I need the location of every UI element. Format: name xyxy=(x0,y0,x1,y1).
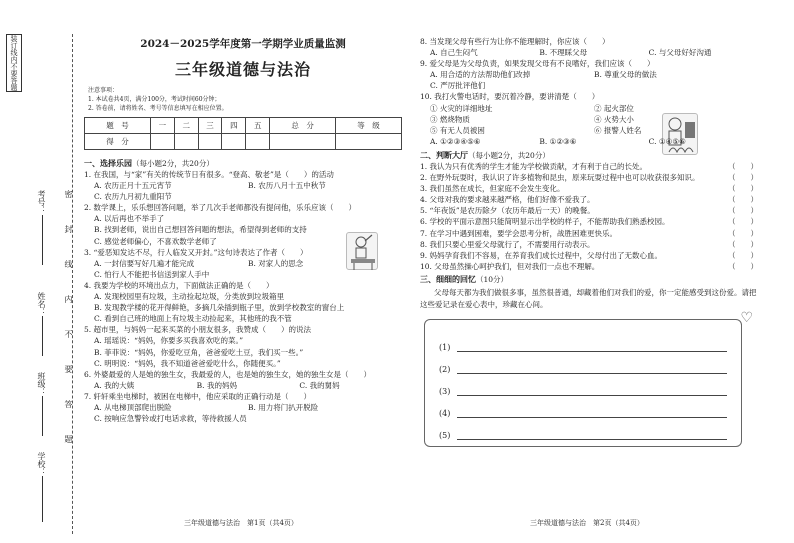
choice-questions-continued xyxy=(420,36,758,147)
judge-statement: 2. 在野外玩耍时，我认识了许多植物和昆虫，原来玩耍过程中也可以收获很多知识。 xyxy=(420,173,700,183)
score-cell: 题 号 xyxy=(85,118,151,134)
answer-option[interactable]: B. 不理睬父母 xyxy=(539,48,588,58)
label-name: 姓名： xyxy=(37,292,46,316)
love-record-line xyxy=(439,418,727,440)
answer-option[interactable]: C. 按响应急警铃或打电话求救，等待救援人员 xyxy=(94,414,247,424)
seal-mark: 要 xyxy=(64,365,73,373)
question-stem: 5. 超市里，与妈妈一起来买菜的小朋友很多，我赞成（ ）的说法 xyxy=(84,325,312,335)
option-row xyxy=(420,136,758,147)
score-cell: 二 xyxy=(174,118,198,134)
option-row xyxy=(84,180,402,191)
write-line[interactable] xyxy=(457,362,727,374)
question-stem: 3. “爱恶知发达不尽，行人临发又开封。”这句诗表达了作者（ ） xyxy=(84,247,308,257)
section-title-judge: 二、判断大厅（每小题2分，共20分） xyxy=(420,149,550,160)
judge-answer-blank[interactable]: （ ） xyxy=(728,161,758,171)
option-row xyxy=(84,358,402,369)
score-entry[interactable] xyxy=(246,134,270,150)
line-number: (3) xyxy=(439,386,451,396)
score-cell: 总 分 xyxy=(270,118,336,134)
judge-item xyxy=(420,228,758,239)
judge-answer-blank[interactable]: （ ） xyxy=(728,261,758,271)
section-title-memory: 三、细细的回忆（10分） xyxy=(420,273,509,284)
score-entry[interactable] xyxy=(222,134,246,150)
option-row xyxy=(84,313,402,324)
write-line[interactable] xyxy=(457,428,727,440)
judge-item xyxy=(420,250,758,261)
judge-questions xyxy=(420,161,758,272)
judge-answer-blank[interactable]: （ ） xyxy=(728,195,758,205)
option-row xyxy=(420,69,758,80)
answer-option[interactable]: B. 对家人的思念 xyxy=(248,258,304,268)
notice-label: 注意事项： xyxy=(88,87,119,94)
binding-dashed-line xyxy=(72,34,73,534)
love-record-line xyxy=(439,396,727,418)
judge-item xyxy=(420,261,758,272)
score-table xyxy=(84,117,402,150)
write-line[interactable] xyxy=(457,340,727,352)
judge-statement: 10. 父母虽然操心呵护我们，但对我们一点也不理解。 xyxy=(420,261,600,271)
judge-statement: 8. 我们只要心里爱父母就行了，不需要用行动表示。 xyxy=(420,239,595,249)
footer-page-2: 三年级道德与法治 第2页（共4页） xyxy=(530,519,644,527)
judge-item xyxy=(420,161,758,172)
write-line[interactable] xyxy=(457,406,727,418)
judge-statement: 4. 父母对我的要求越来越严格，他们好像不爱我了。 xyxy=(420,195,595,205)
blank-name[interactable] xyxy=(42,316,43,356)
answer-option[interactable]: A. 发现校园里有垃圾，主动捡起垃圾，分类放到垃圾箱里 xyxy=(94,292,285,302)
seal-mark: 不 xyxy=(64,330,73,338)
option-row xyxy=(84,213,402,224)
page-right xyxy=(420,36,758,447)
choice-questions xyxy=(84,169,402,424)
judge-item xyxy=(420,239,758,250)
seal-mark: 题 xyxy=(64,435,73,443)
answer-option[interactable]: C. ①④⑤⑥ xyxy=(648,136,686,146)
answer-option[interactable]: ④ 火势大小 xyxy=(594,114,634,124)
score-table-header-row xyxy=(85,118,402,134)
answer-option[interactable]: C. 明明说：“妈妈，我不知道爸爸爱吃什么，你随便买。” xyxy=(94,358,281,368)
option-row xyxy=(84,191,402,202)
option-row xyxy=(84,380,402,391)
judge-item xyxy=(420,194,758,205)
judge-item xyxy=(420,216,758,227)
score-entry[interactable] xyxy=(270,134,336,150)
answer-option[interactable]: A. 以后再也不举手了 xyxy=(94,214,165,224)
seal-mark: 线 xyxy=(64,260,73,268)
love-record-line xyxy=(439,330,727,352)
option-row xyxy=(420,80,758,91)
answer-option[interactable]: B. 菲菲说：“妈妈，你爱吃豆角，爸爸爱吃土豆，我们买一些。” xyxy=(94,347,304,357)
answer-option[interactable]: C. 严厉批评他们 xyxy=(430,81,486,91)
notice xyxy=(84,86,402,113)
answer-option[interactable]: A. 从电梯顶部爬出脱险 xyxy=(94,402,172,412)
answer-option[interactable]: C. 与父母好好沟通 xyxy=(648,48,712,58)
answer-option[interactable]: ① 火灾的详细地址 xyxy=(430,103,493,113)
seal-mark: 答 xyxy=(64,400,73,408)
binding-notice-box: 装订线内不要答题 xyxy=(6,34,22,92)
judge-statement: 1. 我认为只有优秀的学生才能为学校做贡献，才有利于自己的长处。 xyxy=(420,161,648,171)
answer-option[interactable]: A. 自己生闷气 xyxy=(430,48,478,58)
line-number: (5) xyxy=(439,430,451,440)
notice-line: 2. 答卷前，请将姓名、考号等信息填写在相应位置。 xyxy=(88,105,228,112)
score-entry[interactable] xyxy=(150,134,174,150)
score-table-score-row xyxy=(85,134,402,150)
exam-subject-title: 三年级道德与法治 xyxy=(174,60,311,79)
footer-page-1: 三年级道德与法治 第1页（共4页） xyxy=(184,519,298,527)
score-entry[interactable] xyxy=(174,134,198,150)
option-row xyxy=(420,103,758,114)
answer-option[interactable]: ② 起火部位 xyxy=(594,103,634,113)
question-stem: 1. 在我国，与“家”有关的传统节日有很多。“登高、敬老”是（ ）的活动 xyxy=(84,170,334,179)
label-exam-number: 考号： xyxy=(37,190,46,214)
heart-icon: ♡ xyxy=(740,309,753,326)
judge-item xyxy=(420,205,758,216)
option-row xyxy=(420,47,758,58)
answer-option[interactable]: B. 我的妈妈 xyxy=(196,380,237,390)
answer-option[interactable]: ⑤ 有无人员被困 xyxy=(430,125,485,135)
question-stem: 8. 当发现父母有些行为让你不能理解时，你应该（ ） xyxy=(420,37,610,46)
option-row xyxy=(420,125,758,136)
option-row xyxy=(84,335,402,346)
answer-option[interactable]: A. 瑶瑶说：“妈妈，你要多买我喜欢吃的菜。” xyxy=(94,336,244,346)
score-entry[interactable] xyxy=(336,134,402,150)
line-number: (4) xyxy=(439,408,451,418)
love-record-line xyxy=(439,374,727,396)
write-line[interactable] xyxy=(457,384,727,396)
judge-answer-blank[interactable]: （ ） xyxy=(728,239,758,249)
score-cell: 五 xyxy=(246,118,270,134)
question-stem: 4. 我要为学校的环境出点力，下面做法正确的是（ ） xyxy=(84,280,274,290)
option-row xyxy=(84,291,402,302)
label-school: 学校： xyxy=(37,452,46,476)
option-row xyxy=(84,302,402,313)
answer-option[interactable]: C. 怕行人不能把书信送到家人手中 xyxy=(94,269,210,279)
judge-item xyxy=(420,172,758,183)
section-title-choice: 一、选择乐园（每小题2分，共20分） xyxy=(84,158,214,168)
question-stem: 6. 外婆最爱的人是她的独生女，我最爱的人，也是她的独生女，她的独生女是（ ） xyxy=(84,369,372,379)
judge-answer-blank[interactable]: （ ） xyxy=(728,217,758,227)
score-cell: 一 xyxy=(150,118,174,134)
judge-answer-blank[interactable]: （ ） xyxy=(728,184,758,194)
answer-option[interactable]: B. 找到老师，说出自己想回答问题的想法，希望得到老师的支持 xyxy=(94,225,307,235)
answer-option[interactable]: B. 农历八月十五中秋节 xyxy=(248,181,326,191)
answer-option[interactable]: A. 一封信要写好几遍才能完成 xyxy=(94,258,195,268)
line-number: (2) xyxy=(439,364,451,374)
question-stem: 10. 我打火警电话时，要沉着冷静，要讲清楚（ ） xyxy=(420,92,600,102)
love-record-line xyxy=(439,352,727,374)
answer-option[interactable]: C. 看到自己班的地面上有垃圾主动捡起来，其他班的我不管 xyxy=(94,314,292,324)
score-entry[interactable] xyxy=(198,134,222,150)
label-class: 班级： xyxy=(37,372,46,396)
memory-intro: 父母每天都为我们做很多事，虽然很普通，却藏着他们对我们的爱，你一定能感受到这份爱。请把这些爱记录在爱心表中，珍藏在心间。 xyxy=(420,287,757,309)
seal-mark: 密 xyxy=(64,190,73,198)
notice-line: 1. 本试卷共4页，满分100分，考试时间60分钟； xyxy=(88,96,221,103)
judge-item xyxy=(420,183,758,194)
question-stem: 9. 爱父母是为父母负责，如果发现父母有不良嗜好，我们应该（ ） xyxy=(420,59,655,69)
answer-option[interactable]: B. 发现教学楼的花开得鲜艳，多摘几朵插到瓶子里，放到学校教室的窗台上 xyxy=(94,303,345,313)
judge-answer-blank[interactable]: （ ） xyxy=(728,173,758,183)
judge-answer-blank[interactable]: （ ） xyxy=(728,228,758,238)
answer-option[interactable]: B. 尊重父母的做法 xyxy=(594,70,657,80)
option-row xyxy=(84,402,402,413)
student-raising-hand-illustration xyxy=(346,232,378,270)
judge-answer-blank[interactable]: （ ） xyxy=(728,206,758,216)
seal-mark: 内 xyxy=(64,295,73,303)
judge-statement: 6. 学校的平面示意图只能简明显示出学校的样子，不能帮助我们熟悉校园。 xyxy=(420,217,670,227)
judge-statement: 3. 我们虽然在成长，但家庭不会发生变化。 xyxy=(420,184,565,194)
answer-option[interactable]: A. ①②③④⑤⑥ xyxy=(430,136,481,146)
judge-statement: 7. 在学习中遇到困难，要学会思考分析，战胜困难更快乐。 xyxy=(420,228,618,238)
answer-option[interactable]: B. ①②③⑥ xyxy=(539,136,577,146)
blank-class[interactable] xyxy=(42,396,43,436)
page-left xyxy=(84,36,402,424)
judge-statement: 5. “年夜饭”是农历除夕（农历年最后一天）的晚餐。 xyxy=(420,206,595,216)
answer-option[interactable]: A. 农历正月十五元宵节 xyxy=(94,181,172,191)
question-stem: 2. 数学课上，乐乐想回答问题，举了几次手老师都没有提问他，乐乐应该（ ） xyxy=(84,203,357,213)
line-number: (1) xyxy=(439,342,451,352)
option-row xyxy=(84,347,402,358)
answer-option[interactable]: C. 农历九月初九重阳节 xyxy=(94,192,172,202)
score-cell: 四 xyxy=(222,118,246,134)
seal-mark: 封 xyxy=(64,225,73,233)
option-row xyxy=(420,114,758,125)
answer-option[interactable]: ③ 燃烧物质 xyxy=(430,114,470,124)
option-row xyxy=(84,413,402,424)
question-stem: 7. 轩轩乘坐电梯时，被困在电梯中，他应采取的正确行动是（ ） xyxy=(84,391,312,401)
judge-statement: 9. 妈妈孕育我们不容易，在养育我们成长过程中，父母付出了无数心血。 xyxy=(420,250,663,260)
answer-option[interactable]: C. 我的舅妈 xyxy=(299,380,340,390)
answer-option[interactable]: ⑥ 报警人姓名 xyxy=(594,125,642,135)
answer-option[interactable]: C. 感觉老师偏心，不喜欢数学老师了 xyxy=(94,236,217,246)
blank-exam-number[interactable] xyxy=(42,215,43,265)
score-cell: 三 xyxy=(198,118,222,134)
answer-option[interactable]: A. 我的大姨 xyxy=(94,380,135,390)
score-cell: 得 分 xyxy=(85,134,151,150)
answer-option[interactable]: A. 用合适的方法帮助他们改掉 xyxy=(430,70,531,80)
love-record-lines xyxy=(439,330,727,440)
answer-option[interactable]: B. 用力将门扒开脱险 xyxy=(248,402,319,412)
judge-answer-blank[interactable]: （ ） xyxy=(728,250,758,260)
exam-term-title: 2024－2025学年度第一学期学业质量监测 xyxy=(140,38,346,50)
love-record-box xyxy=(424,309,753,447)
blank-school[interactable] xyxy=(42,476,43,522)
score-cell: 等 级 xyxy=(336,118,402,134)
